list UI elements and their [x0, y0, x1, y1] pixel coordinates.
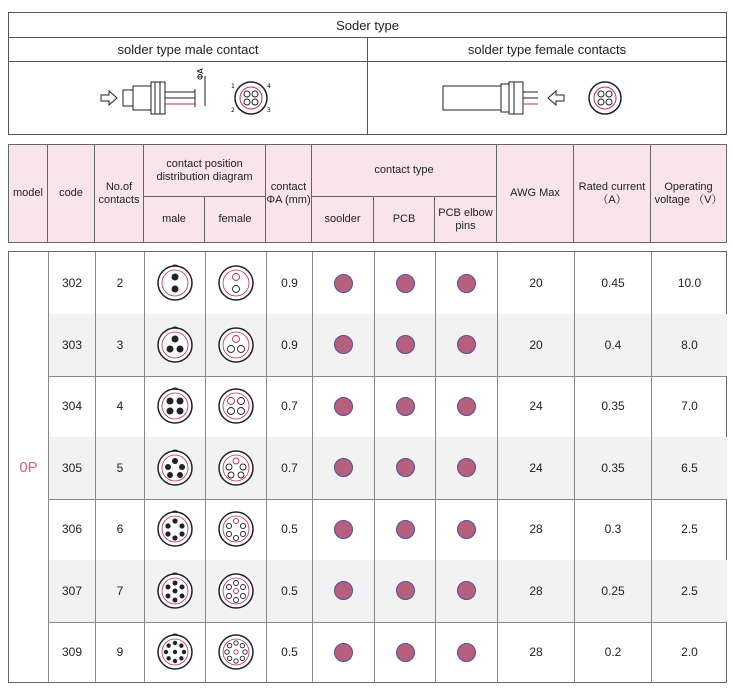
- contact-type-dot: [457, 643, 476, 662]
- table-row: [48, 314, 727, 377]
- header-position-diagram: contact position distribution diagram: [144, 145, 266, 197]
- phi-cell: 0.5: [266, 498, 312, 560]
- svg-text:4: 4: [267, 83, 271, 90]
- pcb-elbow-dot: [435, 498, 497, 560]
- header-no-contacts: No.of contacts: [95, 145, 144, 242]
- awg-cell: 24: [497, 375, 574, 437]
- awg-cell: 20: [497, 314, 574, 376]
- header-rated-current: Rated current （A）: [574, 145, 651, 242]
- contacts-cell: 2: [95, 252, 144, 314]
- female-diagram: [205, 252, 266, 314]
- male-diagram: [144, 375, 205, 437]
- contacts-cell: 9: [95, 621, 144, 683]
- spec-table-header: [8, 144, 727, 243]
- voltage-cell: 2.5: [651, 560, 727, 622]
- table-row: [48, 437, 727, 500]
- pcb-elbow-dot: [435, 437, 497, 499]
- current-cell: 0.35: [574, 375, 651, 437]
- male-diagram: [144, 498, 205, 560]
- contact-type-dot: [334, 397, 353, 416]
- svg-text:1: 1: [231, 83, 235, 90]
- model-cell: 0P: [19, 458, 38, 476]
- current-cell: 0.35: [574, 437, 651, 499]
- pcb-elbow-dot: [435, 560, 497, 622]
- soolder-dot: [312, 560, 374, 622]
- contacts-cell: 7: [95, 560, 144, 622]
- pcb-elbow-dot: [435, 252, 497, 314]
- svg-text:2: 2: [231, 107, 235, 114]
- pcb-dot: [374, 375, 435, 437]
- male-contact-drawing: [9, 62, 368, 134]
- soolder-dot: [312, 437, 374, 499]
- table-row: [48, 621, 727, 683]
- voltage-cell: 6.5: [651, 437, 727, 499]
- code-cell: 307: [48, 560, 95, 622]
- header-contact-phi: contact ΦA (mm): [266, 145, 312, 242]
- header-contact-type: contact type: [312, 145, 497, 197]
- header-pcb-elbow: PCB elbow pins: [435, 197, 497, 242]
- contact-type-dot: [334, 274, 353, 293]
- table-row: [48, 375, 727, 438]
- spec-table-body: [8, 251, 727, 683]
- contact-type-dot: [396, 397, 415, 416]
- contacts-cell: 3: [95, 314, 144, 376]
- awg-cell: 28: [497, 498, 574, 560]
- pcb-dot: [374, 621, 435, 683]
- contacts-cell: 4: [95, 375, 144, 437]
- contact-type-dot: [457, 458, 476, 477]
- code-cell: 306: [48, 498, 95, 560]
- contact-type-dot: [396, 643, 415, 662]
- header-awg: AWG Max: [497, 145, 574, 242]
- female-diagram: [205, 560, 266, 622]
- voltage-cell: 7.0: [651, 375, 727, 437]
- header-female: female: [205, 197, 266, 242]
- pcb-dot: [374, 560, 435, 622]
- soolder-dot: [312, 498, 374, 560]
- female-contact-drawing: [368, 62, 726, 134]
- voltage-cell: 2.0: [651, 621, 727, 683]
- table-row: [48, 498, 727, 561]
- female-diagram: [205, 314, 266, 376]
- contact-type-dot: [396, 520, 415, 539]
- header-male: male: [144, 197, 205, 242]
- awg-cell: 28: [497, 560, 574, 622]
- phi-cell: 0.7: [266, 437, 312, 499]
- contact-type-dot: [457, 274, 476, 293]
- contacts-cell: 5: [95, 437, 144, 499]
- contact-type-dot: [457, 581, 476, 600]
- female-diagram: [205, 498, 266, 560]
- current-cell: 0.4: [574, 314, 651, 376]
- current-cell: 0.25: [574, 560, 651, 622]
- svg-text:3: 3: [267, 107, 271, 114]
- male-contact-label: solder type male contact: [9, 38, 368, 62]
- pcb-dot: [374, 252, 435, 314]
- phi-cell: 0.9: [266, 314, 312, 376]
- contact-type-dot: [457, 520, 476, 539]
- pcb-elbow-dot: [435, 314, 497, 376]
- header-soolder: soolder: [312, 197, 374, 242]
- header-code: code: [48, 145, 95, 242]
- voltage-cell: 10.0: [651, 252, 727, 314]
- code-cell: 305: [48, 437, 95, 499]
- soolder-dot: [312, 621, 374, 683]
- male-diagram: [144, 621, 205, 683]
- pcb-elbow-dot: [435, 375, 497, 437]
- female-diagram: [205, 437, 266, 499]
- header-operating-voltage: Operating voltage （V）: [654, 180, 723, 206]
- pcb-elbow-dot: [435, 621, 497, 683]
- contact-type-dot: [396, 335, 415, 354]
- current-cell: 0.3: [574, 498, 651, 560]
- code-cell: 303: [48, 314, 95, 376]
- awg-cell: 24: [497, 437, 574, 499]
- soolder-dot: [312, 252, 374, 314]
- phi-cell: 0.7: [266, 375, 312, 437]
- code-cell: 302: [48, 252, 95, 314]
- male-diagram: [144, 560, 205, 622]
- table-row: [48, 560, 727, 623]
- contact-type-dot: [396, 581, 415, 600]
- pcb-dot: [374, 314, 435, 376]
- header-pcb: PCB: [374, 197, 435, 242]
- phi-cell: 0.5: [266, 621, 312, 683]
- contact-type-dot: [334, 458, 353, 477]
- phi-cell: 0.5: [266, 560, 312, 622]
- contact-type-dot: [457, 397, 476, 416]
- pcb-dot: [374, 498, 435, 560]
- current-cell: 0.2: [574, 621, 651, 683]
- contact-type-dot: [334, 581, 353, 600]
- contact-type-dot: [334, 335, 353, 354]
- contact-type-dot: [334, 643, 353, 662]
- header-model: model: [9, 145, 48, 242]
- awg-cell: 28: [497, 621, 574, 683]
- soolder-dot: [312, 314, 374, 376]
- solder-type-title: Soder type: [9, 13, 726, 38]
- code-cell: 309: [48, 621, 95, 683]
- pcb-dot: [374, 437, 435, 499]
- awg-cell: 20: [497, 252, 574, 314]
- soolder-dot: [312, 375, 374, 437]
- table-row: [48, 252, 727, 315]
- male-diagram: [144, 252, 205, 314]
- contact-type-dot: [457, 335, 476, 354]
- phi-cell: 0.9: [266, 252, 312, 314]
- contact-type-dot: [396, 458, 415, 477]
- female-diagram: [205, 621, 266, 683]
- solder-type-table: [8, 12, 727, 135]
- female-contact-label: solder type female contacts: [368, 38, 726, 62]
- voltage-cell: 2.5: [651, 498, 727, 560]
- code-cell: 304: [48, 375, 95, 437]
- contacts-cell: 6: [95, 498, 144, 560]
- contact-type-dot: [396, 274, 415, 293]
- dim-label: ΦA: [196, 68, 205, 80]
- female-diagram: [205, 375, 266, 437]
- current-cell: 0.45: [574, 252, 651, 314]
- contact-type-dot: [334, 520, 353, 539]
- male-diagram: [144, 437, 205, 499]
- voltage-cell: 8.0: [651, 314, 727, 376]
- male-diagram: [144, 314, 205, 376]
